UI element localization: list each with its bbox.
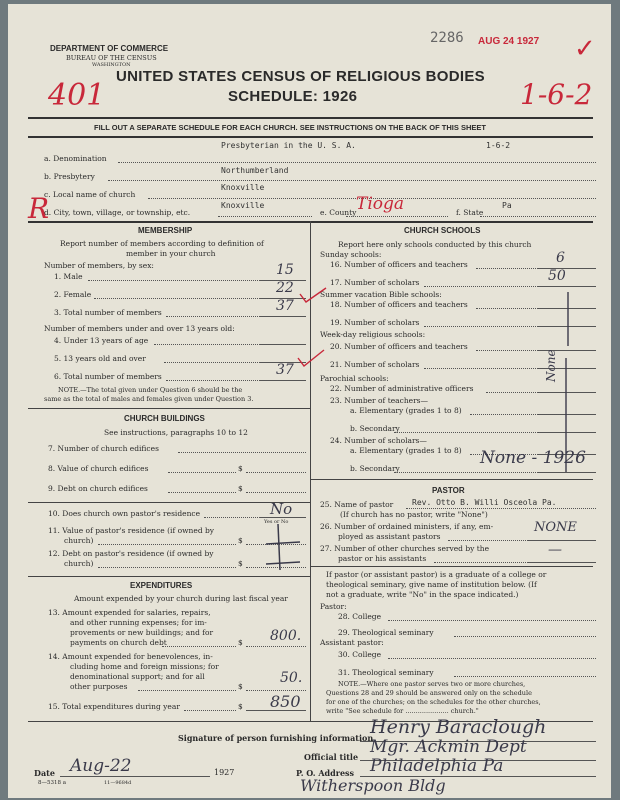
q29-label: 29. Theological seminary bbox=[338, 628, 434, 637]
r-mark: R bbox=[28, 192, 50, 225]
handwritten-code-right: 1-6-2 bbox=[520, 78, 593, 111]
church-name-value: Knoxville bbox=[221, 183, 265, 192]
summer-schools-label: Summer vacation Bible schools: bbox=[320, 290, 442, 299]
state-value: Pa bbox=[502, 201, 512, 210]
q13-label-d: payments on church debt bbox=[70, 638, 167, 647]
q11-label-b: church) bbox=[64, 536, 94, 545]
county-value: Tioga bbox=[356, 194, 405, 214]
pastor-none-handwritten: None - 1926 bbox=[480, 448, 586, 468]
city-label: WASHINGTON bbox=[92, 62, 131, 68]
schools-none-mark: None bbox=[544, 349, 558, 382]
bureau-label: BUREAU OF THE CENSUS bbox=[66, 54, 157, 62]
q14-label-d: other purposes bbox=[70, 682, 128, 691]
weekday-schools-label: Week-day religious schools: bbox=[320, 330, 426, 339]
county-label: e. County bbox=[320, 208, 357, 217]
membership-note-2: same as the total of males and females given under Question 3. bbox=[44, 395, 254, 403]
q27-label-a: 27. Number of other churches served by the bbox=[320, 544, 490, 553]
pastor-note-4: write "See schedule for ..................... church." bbox=[326, 707, 479, 715]
q13-label-a: 13. Amount expended for salaries, repairs, bbox=[48, 608, 211, 617]
membership-title: MEMBERSHIP bbox=[138, 226, 193, 235]
q31-label: 31. Theological seminary bbox=[338, 668, 434, 677]
signature-value: Henry Baraclough bbox=[370, 716, 547, 738]
q16-value: 6 bbox=[556, 250, 565, 266]
q8-dollar: $ bbox=[238, 464, 243, 473]
q8-label: 8. Value of church edifices bbox=[48, 464, 149, 473]
stamp-number: 2286 bbox=[430, 30, 464, 46]
membership-note-1: NOTE.—The total given under Question 6 should be the bbox=[58, 386, 243, 394]
q10-label: 10. Does church own pastor's residence bbox=[48, 509, 201, 518]
q27-value: — bbox=[548, 542, 562, 558]
q23b-label: b. Secondary bbox=[350, 424, 400, 433]
q14-value: 50. bbox=[280, 670, 303, 686]
buildings-title: CHURCH BUILDINGS bbox=[124, 414, 205, 423]
year-label: 1927 bbox=[214, 768, 235, 777]
college-note-2: theological seminary, give name of institution below. (If bbox=[326, 580, 537, 589]
state-label: f. State bbox=[456, 208, 484, 217]
q14-label-c: denominational support; and for all bbox=[70, 672, 205, 681]
q28-label: 28. College bbox=[338, 612, 382, 621]
expenditures-title: EXPENDITURES bbox=[130, 581, 193, 590]
q11-label-a: 11. Value of pastor's residence (if owned by bbox=[48, 526, 215, 535]
q15-value: 850 bbox=[270, 692, 301, 711]
q11-dollar: $ bbox=[238, 536, 243, 545]
q2-female-value: 22 bbox=[276, 280, 294, 296]
po-address-value-2: Witherspoon Bldg bbox=[300, 776, 446, 795]
q15-label: 15. Total expenditures during year bbox=[48, 702, 180, 711]
q23-label: 23. Number of teachers— bbox=[330, 396, 429, 405]
pastor-note-3: for one of the churches; on the schedules for the other churches, bbox=[326, 698, 541, 706]
q3-total-value: 37 bbox=[276, 298, 294, 314]
received-date-stamp: AUG 24 1927 bbox=[478, 36, 540, 47]
members-by-sex-label: Number of members, by sex: bbox=[44, 261, 154, 270]
q6-total-label: 6. Total number of members bbox=[54, 372, 162, 381]
date-label: Date bbox=[34, 768, 55, 778]
membership-intro-2: member in your church bbox=[126, 249, 216, 258]
yes-or-no-hint: Yes or No bbox=[264, 519, 289, 525]
q3-total-label: 3. Total number of members bbox=[54, 308, 162, 317]
pastor-title: PASTOR bbox=[432, 486, 465, 495]
signature-label: Signature of person furnishing information bbox=[178, 733, 374, 743]
q24b-label: b. Secondary bbox=[350, 464, 400, 473]
q25-label: 25. Name of pastor bbox=[320, 500, 394, 509]
college-note-3: not a graduate, write "No" in the space indicated.) bbox=[326, 590, 519, 599]
official-title-value: Mgr. Ackmin Dept bbox=[370, 737, 527, 757]
q19-label: 19. Number of scholars bbox=[330, 318, 420, 327]
handwritten-number-left: 401 bbox=[48, 78, 106, 113]
form-number: 8—5318 a bbox=[38, 780, 67, 786]
q24a-label: a. Elementary (grades 1 to 8) bbox=[350, 446, 462, 455]
q20-label: 20. Number of officers and teachers bbox=[330, 342, 468, 351]
membership-intro-1: Report number of members according to definition of bbox=[60, 239, 264, 248]
q16-label: 16. Number of officers and teachers bbox=[330, 260, 468, 269]
q14-label-b: cluding home and foreign missions; for bbox=[70, 662, 219, 671]
q18-label: 18. Number of officers and teachers bbox=[330, 300, 468, 309]
q13-label-b: and other running expenses; for im- bbox=[70, 618, 207, 627]
sunday-schools-label: Sunday schools: bbox=[320, 250, 382, 259]
q9-dollar: $ bbox=[238, 484, 243, 493]
q13-label-c: provements or new buildings; and for bbox=[70, 628, 214, 637]
official-title-label: Official title bbox=[304, 752, 359, 762]
pastor-note-1: NOTE.—Where one pastor serves two or more churches, bbox=[338, 680, 526, 688]
q22-label: 22. Number of administrative officers bbox=[330, 384, 474, 393]
q7-label: 7. Number of church edifices bbox=[48, 444, 159, 453]
print-number: 11—9684d bbox=[104, 780, 132, 786]
denomination-code-typed: 1-6-2 bbox=[486, 141, 511, 150]
form-subtitle: SCHEDULE: 1926 bbox=[228, 88, 358, 105]
q6-total-value: 37 bbox=[276, 362, 294, 378]
q11-q12-dash-marks bbox=[260, 520, 306, 572]
q26-value: NONE bbox=[534, 520, 577, 535]
q26-label-a: 26. Number of ordained ministers, if any, em- bbox=[320, 522, 494, 531]
q14-label-a: 14. Amount expended for benevolences, in- bbox=[48, 652, 213, 661]
check-marks bbox=[292, 274, 332, 374]
department-label: DEPARTMENT OF COMMERCE bbox=[50, 44, 169, 53]
census-schedule-page bbox=[8, 4, 611, 798]
q24-label: 24. Number of scholars— bbox=[330, 436, 427, 445]
q25-sub-label: (If church has no pastor, write "None") bbox=[340, 510, 488, 519]
asst-pastor-label: Assistant pastor: bbox=[320, 638, 384, 647]
members-age-label: Number of members under and over 13 years old: bbox=[44, 324, 235, 333]
q17-label: 17. Number of scholars bbox=[330, 278, 420, 287]
q5-over13-label: 5. 13 years old and over bbox=[54, 354, 146, 363]
q13-dollar: $ bbox=[238, 638, 243, 647]
city-label-d: d. City, town, village, or township, etc. bbox=[44, 208, 191, 217]
instruction-line: FILL OUT A SEPARATE SCHEDULE FOR EACH CHURCH. SEE INSTRUCTIONS ON THE BACK OF THIS SHEET bbox=[94, 123, 486, 132]
q4-under13-label: 4. Under 13 years of age bbox=[54, 336, 149, 345]
denomination-label: a. Denomination bbox=[44, 154, 107, 163]
denomination-typed: Presbyterian in the U. S. A. bbox=[221, 141, 356, 150]
q17-value: 50 bbox=[548, 268, 566, 284]
schools-intro: Report here only schools conducted by this church bbox=[338, 240, 532, 249]
q1-male-label: 1. Male bbox=[54, 272, 83, 281]
q23a-label: a. Elementary (grades 1 to 8) bbox=[350, 406, 462, 415]
check-mark: ✓ bbox=[574, 34, 596, 64]
q26-label-b: ployed as assistant pastors bbox=[338, 532, 441, 541]
college-note-1: If pastor (or assistant pastor) is a graduate of a college or bbox=[326, 570, 547, 579]
q12-dollar: $ bbox=[238, 559, 243, 568]
po-address-label: P. O. Address bbox=[296, 768, 355, 778]
schools-title: CHURCH SCHOOLS bbox=[404, 226, 481, 235]
date-value: Aug-22 bbox=[70, 756, 132, 776]
q13-value: 800. bbox=[270, 628, 302, 644]
q15-dollar: $ bbox=[238, 702, 243, 711]
city-value: Knoxville bbox=[221, 201, 265, 210]
q21-label: 21. Number of scholars bbox=[330, 360, 420, 369]
q2-female-label: 2. Female bbox=[54, 290, 92, 299]
pastor-note-2: Questions 28 and 29 should be answered only on the schedule bbox=[326, 689, 532, 697]
q1-male-value: 15 bbox=[276, 262, 294, 278]
q27-label-b: pastor or his assistants bbox=[338, 554, 427, 563]
q10-value: No bbox=[270, 500, 293, 518]
church-name-label: c. Local name of church bbox=[44, 190, 136, 199]
q25-typed-value: Rev. Otto B. Willi Osceola Pa. bbox=[412, 498, 557, 507]
q30-label: 30. College bbox=[338, 650, 382, 659]
parochial-schools-label: Parochial schools: bbox=[320, 374, 389, 383]
q14-dollar: $ bbox=[238, 682, 243, 691]
form-title: UNITED STATES CENSUS OF RELIGIOUS BODIES bbox=[116, 68, 485, 85]
po-address-value: Philadelphia Pa bbox=[370, 756, 504, 776]
pastor-sub-label: Pastor: bbox=[320, 602, 347, 611]
q12-label-a: 12. Debt on pastor's residence (if owned by bbox=[48, 549, 214, 558]
buildings-sub: See instructions, paragraphs 10 to 12 bbox=[104, 428, 248, 437]
expenditures-intro: Amount expended by your church during last fiscal year bbox=[74, 594, 288, 603]
q12-label-b: church) bbox=[64, 559, 94, 568]
presbytery-value: Northumberland bbox=[221, 166, 289, 175]
presbytery-label: b. Presbytery bbox=[44, 172, 95, 181]
q9-label: 9. Debt on church edifices bbox=[48, 484, 148, 493]
